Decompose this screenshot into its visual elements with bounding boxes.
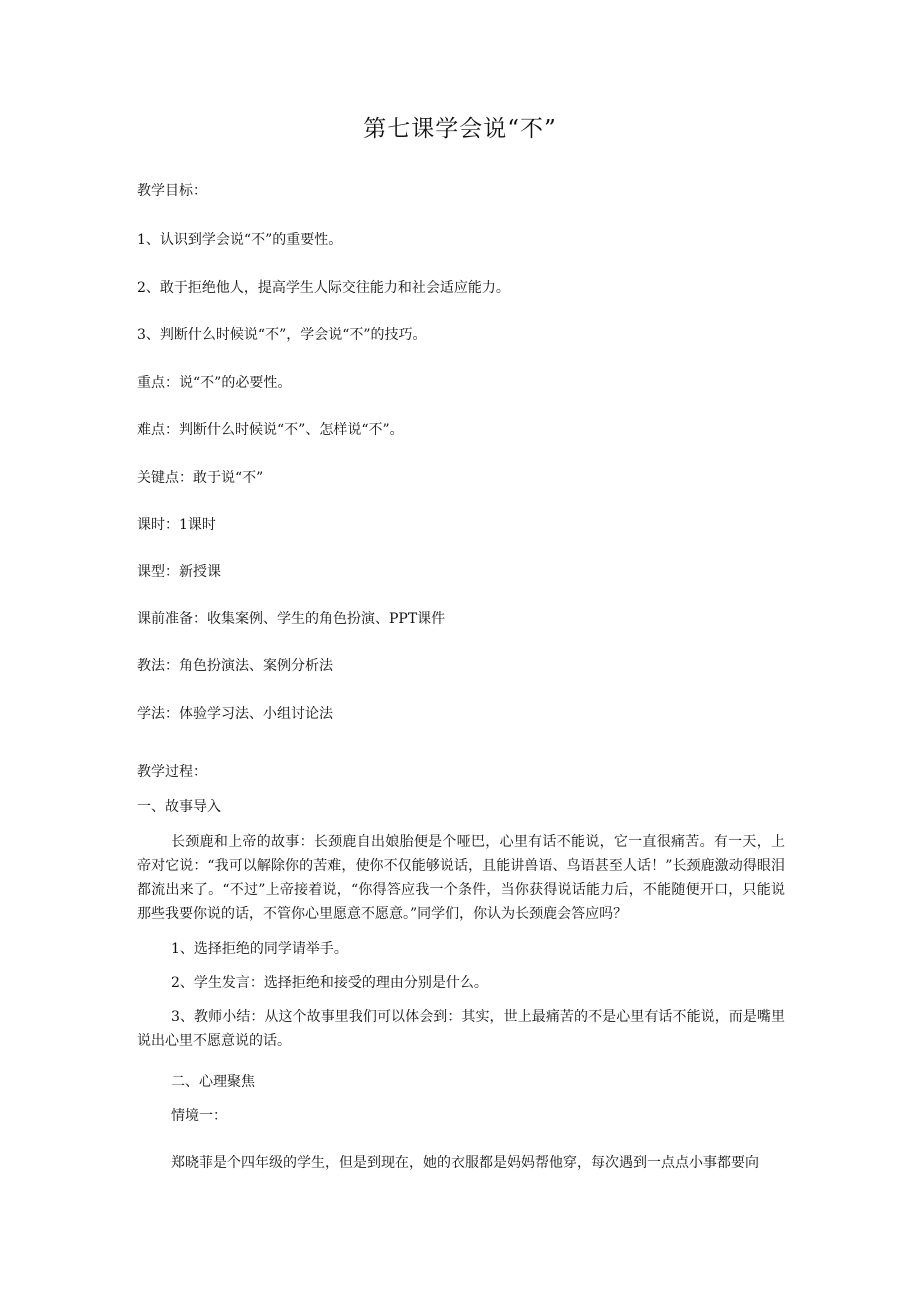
document-title: 第七课学会说“不” — [363, 116, 557, 142]
story-paragraph: 长颈鹿和上帝的故事：长颈鹿自出娘胎便是个哑巴，心里有话不能说，它一直很痛苦。有一天，上帝对它说：“我可以解除你的苦难，使你不仅能够说话，且能讲兽语、鸟语甚至人话！”长颈鹿激动得眼泪都流出来了。“不过”上帝接着说，“你得答应我一个条件，当你获得说话能力后，不能随便开口，只能说那些我要你说的话，不管你心里愿意不愿意。”同学们，你认为长颈鹿会答应吗？ — [137, 834, 785, 922]
scenario-heading: 情境一： — [171, 1108, 227, 1124]
class-type: 课型：新授课 — [137, 564, 221, 580]
preparation: 课前准备：收集案例、学生的角色扮演、PPT课件 — [137, 611, 446, 627]
teaching-method: 教法：角色扮演法、案例分析法 — [137, 658, 333, 674]
difficulty: 难点：判断什么时候说“不”、怎样说“不”。 — [137, 422, 404, 438]
key-point: 重点：说“不”的必要性。 — [137, 375, 292, 391]
step-item: 3、教师小结：从这个故事里我们可以体会到：其实，世上最痛苦的不是心里有话不能说，而是嘴里说出心里不愿意说的话。 — [137, 1009, 785, 1049]
crux: 关键点：敢于说“不” — [137, 470, 264, 486]
section-heading: 一、故事导入 — [137, 799, 221, 815]
section-heading: 二、心理聚焦 — [171, 1074, 255, 1090]
process-heading: 教学过程： — [137, 764, 207, 780]
step-item: 2、学生发言：选择拒绝和接受的理由分别是什么。 — [171, 975, 488, 991]
objective-item: 3、判断什么时候说“不”，学会说“不”的技巧。 — [137, 327, 427, 343]
class-hours: 课时：1课时 — [137, 517, 216, 533]
objective-item: 2、敢于拒绝他人，提高学生人际交往能力和社会适应能力。 — [137, 280, 510, 296]
scenario-text: 郑晓菲是个四年级的学生，但是到现在，她的衣服都是妈妈帮他穿，每次遇到一点点小事都要向 — [171, 1155, 759, 1171]
objective-item: 1、认识到学会说“不”的重要性。 — [137, 232, 343, 248]
step-item: 1、选择拒绝的同学请举手。 — [171, 941, 348, 957]
objectives-heading: 教学目标： — [137, 183, 207, 199]
learning-method: 学法：体验学习法、小组讨论法 — [137, 706, 333, 722]
